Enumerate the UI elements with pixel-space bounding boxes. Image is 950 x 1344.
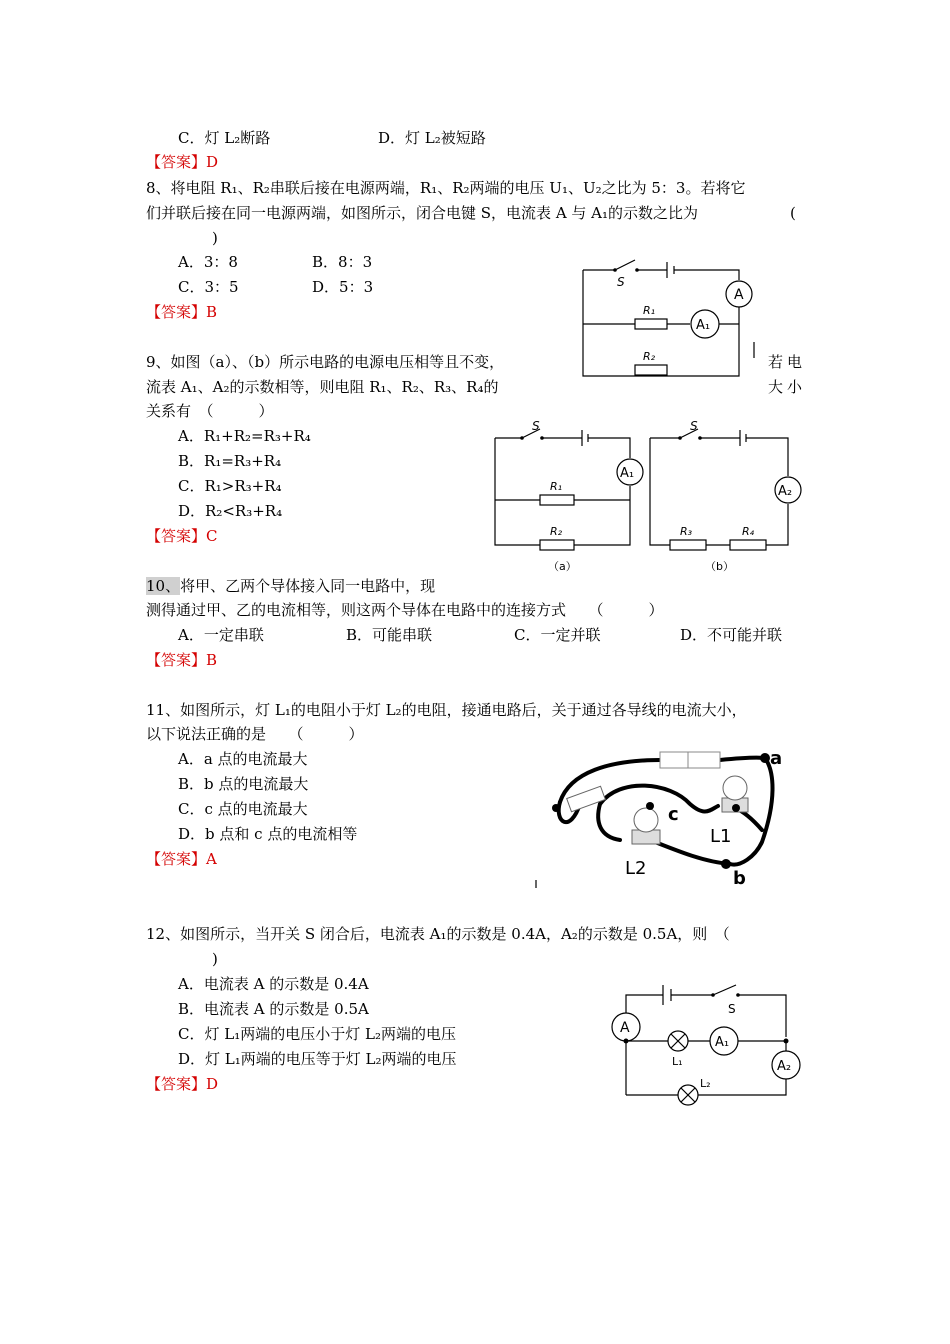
q8-option-a: A．3：8	[178, 253, 238, 271]
q9-answer: 【答案】C	[146, 527, 218, 545]
q11-point-b-label: b	[733, 868, 746, 889]
q9-r3-label: R₃	[680, 525, 693, 538]
q11-option-c: C．c 点的电流最大	[178, 800, 308, 818]
q8-line2: 们并联后接在同一电源两端，如图所示，闭合电键 S，电流表 A 与 A₁的示数之比为	[146, 204, 699, 222]
q9-a1-label: A₁	[620, 466, 635, 481]
q10-answer: 【答案】B	[146, 651, 218, 669]
option-d-top: D．灯 L₂被短路	[378, 129, 486, 147]
q8-line1: 8、将电阻 R₁、R₂串联后接在电源两端，R₁、R₂两端的电压 U₁、U₂之比为 5：3。若将它	[146, 179, 746, 197]
q8-paren-open: (	[790, 204, 796, 222]
q12-ammeter1-label: A₁	[715, 1035, 730, 1050]
q9b-switch-label: S	[690, 419, 698, 433]
q8-ammeter-label: A	[734, 287, 744, 303]
q10-option-b: B．可能串联	[346, 626, 433, 644]
q12-line2: )	[212, 950, 218, 968]
q8-answer: 【答案】B	[146, 303, 218, 321]
q12-option-c: C．灯 L₁两端的电压小于灯 L₂两端的电压	[178, 1025, 456, 1043]
q11-line2: 以下说法正确的是 （ ）	[146, 725, 364, 743]
q11-option-a: A．a 点的电流最大	[178, 750, 308, 768]
q9a-switch-label: S	[532, 419, 540, 433]
q9-line1-end: 若电	[768, 353, 807, 371]
q8-option-d: D．5：3	[312, 278, 374, 296]
q9-line3: 关系有 （ ）	[146, 402, 274, 420]
q9-line2: 流表 A₁、A₂的示数相等，则电阻 R₁、R₂、R₃、R₄的	[146, 378, 499, 396]
q9-circuit-diagrams	[490, 418, 810, 578]
q12-lamp-l1-label: L₁	[672, 1055, 683, 1068]
q11-lamp-l1-label: L1	[710, 826, 732, 847]
q8-option-b: B．8：3	[312, 253, 373, 271]
q11-lamp-l2-label: L2	[625, 858, 647, 879]
q10-option-d: D．不可能并联	[680, 626, 783, 644]
q8-r1-label: R₁	[643, 304, 656, 317]
q11-option-b: B．b 点的电流最大	[178, 775, 309, 793]
q9-option-b: B．R₁=R₃+R₄	[178, 452, 282, 470]
q9-caption-a: （a）	[548, 560, 577, 573]
answer-7: 【答案】D	[146, 153, 219, 171]
q10-option-c: C．一定并联	[514, 626, 601, 644]
q12-option-a: A．电流表 A 的示数是 0.4A	[178, 975, 369, 993]
q11-option-d: D．b 点和 c 点的电流相等	[178, 825, 358, 843]
q8-circuit-diagram	[575, 258, 765, 383]
q9-option-a: A．R₁+R₂=R₃+R₄	[178, 427, 311, 445]
q11-point-c-label: c	[668, 804, 679, 825]
q9-r1-label: R₁	[550, 480, 563, 493]
q12-option-d: D．灯 L₁两端的电压等于灯 L₂两端的电压	[178, 1050, 457, 1068]
q9-r4-label: R₄	[742, 525, 755, 538]
q8-switch-label: S	[617, 275, 625, 289]
option-c-top: C．灯 L₂断路	[178, 129, 271, 147]
q11-answer: 【答案】A	[146, 850, 217, 868]
q12-ammeter-label: A	[620, 1020, 630, 1036]
q8-diagram-mark	[752, 342, 756, 358]
q12-line1: 12、如图所示，当开关 S 闭合后，电流表 A₁的示数是 0.4A，A₂的示数是 0.5A，则 （	[146, 925, 730, 943]
q9-option-d: D．R₂<R₃+R₄	[178, 502, 283, 520]
q9-option-c: C．R₁>R₃+R₄	[178, 477, 282, 495]
q12-circuit-diagram	[608, 975, 808, 1105]
q9-caption-b: （b）	[705, 560, 734, 573]
q9-r2-label: R₂	[550, 525, 563, 538]
q10-line2: 测得通过甲、乙的电流相等，则这两个导体在电路中的连接方式 （ ）	[146, 601, 664, 619]
q8-paren-close: )	[212, 229, 218, 247]
q8-r2-label: R₂	[643, 350, 656, 363]
q10-line1: 10、将甲、乙两个导体接入同一电路中，现	[146, 577, 436, 595]
q9-line1: 9、如图（a）、（b）所示电路的电源电压相等且不变，	[146, 353, 505, 371]
q11-point-a-label: a	[770, 748, 783, 769]
q12-switch-label: S	[728, 1002, 736, 1016]
q9-a2-label: A₂	[778, 484, 793, 499]
q12-answer: 【答案】D	[146, 1075, 219, 1093]
q9-line2-end: 大小	[768, 378, 807, 396]
q12-ammeter2-label: A₂	[777, 1059, 792, 1074]
q11-circuit-photo	[540, 742, 790, 892]
q12-lamp-l2-label: L₂	[700, 1077, 711, 1090]
q8-ammeter1-label: A₁	[696, 318, 711, 333]
q10-option-a: A．一定串联	[178, 626, 264, 644]
q12-option-b: B．电流表 A 的示数是 0.5A	[178, 1000, 369, 1018]
q11-line1: 11、如图所示，灯 L₁的电阻小于灯 L₂的电阻，接通电路后，关于通过各导线的电流大小，	[146, 701, 747, 719]
q8-option-c: C．3：5	[178, 278, 239, 296]
